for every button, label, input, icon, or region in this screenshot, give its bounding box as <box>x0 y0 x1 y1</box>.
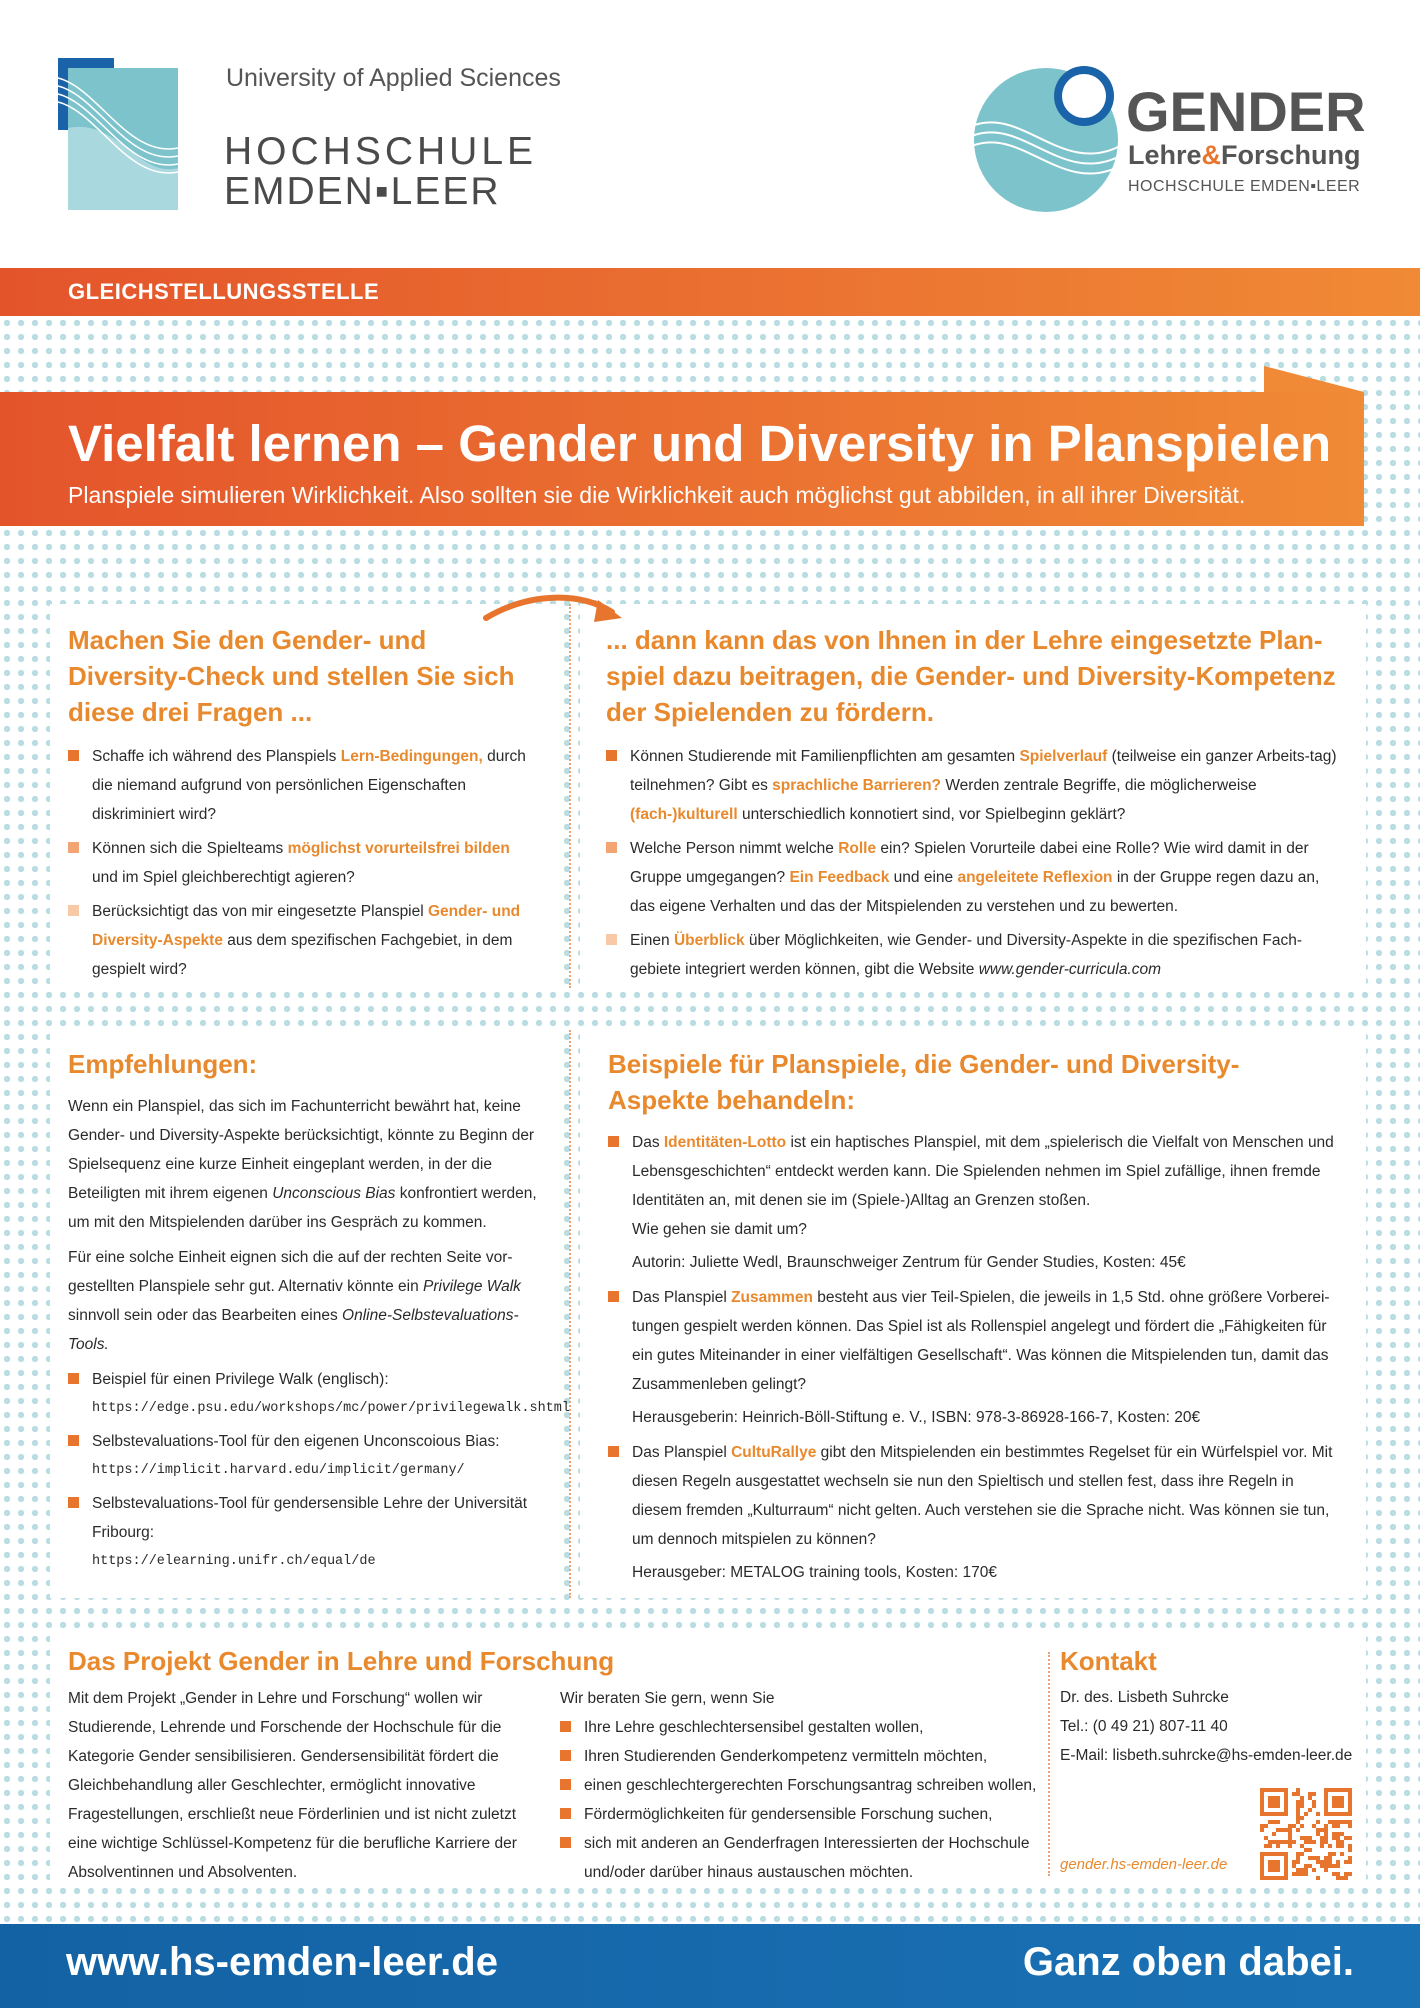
recommendations-heading: Empfehlungen: <box>68 1049 258 1079</box>
check-question-2: Können sich die Spielteams möglichst vorurteilsfrei bilden und im Spiel gleichberechtigt agieren? <box>68 834 538 892</box>
contact-heading: Kontakt <box>1060 1646 1157 1676</box>
project-panel <box>50 1636 1366 1888</box>
bullet-icon <box>606 750 617 761</box>
example-item-1: Das Identitäten-Lotto ist ein haptisches Planspiel, mit dem „spielerisch die Vielfalt von Menschen und Lebensgeschichten“ entdeckt werden kann. Die Spielenden nehmen im Spiel zufällige, ihnen fremde Identitäten an, mit denen sie im (Spiele-)Alltag an Grenzen stoßen. Wie gehen sie damit um? Autorin: Juliette Wedl, Braunschweiger Zentrum für Gender Studies, Kosten: 45€ <box>608 1128 1348 1277</box>
arrow-right-icon <box>480 588 630 634</box>
bullet-icon <box>68 905 79 916</box>
examples-panel <box>580 1030 1366 1598</box>
then-answer-1: Können Studierende mit Familienpflichten am gesamten Spielverlauf (teilweise ein ganzer Arbeits-tag) teilnehmen? Gibt es sprachliche Barrieren? Werden zentrale Begriffe, die möglicherweise (fach-)kulturell unterschiedlich konnotiert sind, vor Spielbeginn geklärt? <box>606 742 1346 829</box>
page-subtitle: Planspiele simulieren Wirklichkeit. Also sollten sie die Wirklichkeit auch möglichst gut abbilden, in all ihrer Diversität. <box>68 482 1246 508</box>
fribourg-link[interactable]: https://elearning.unifr.ch/equal/de <box>92 1554 376 1569</box>
page-title: Vielfalt lernen – Gender und Diversity in Planspielen <box>68 415 1332 472</box>
project-text: Mit dem Projekt „Gender in Lehre und Forschung“ wollen wir Studierende, Lehrende und Forschende der Hochschule für die Kategorie Gender sensibilisieren. Gendersensibilität fördert die Gleichbehandlung aller Geschlechter, ermöglicht innovative Fragestellungen, erschließt neue Förderlinien und ist nicht zuletzt eine wichtige Schlüssel-Kompetenz für die berufliche Karriere der Absolventinnen und Absolventen. <box>68 1690 517 1881</box>
resource-item-2: Selbstevaluations-Tool für den eigenen Unconscoious Bias: https://implicit.harvard.edu/implicit/germany/ <box>68 1427 548 1485</box>
advice-intro: Wir beraten Sie gern, wenn Sie <box>560 1690 775 1707</box>
resource-item-3: Selbstevaluations-Tool für gendersensible Lehre der Universität Fribourg: https://elearning.unifr.ch/equal/de <box>68 1489 548 1576</box>
advice-item: sich mit anderen an Genderfragen Interessierten der Hochschule und/oder darüber hinaus austauschen möchten. <box>560 1829 1060 1887</box>
header <box>0 0 1420 268</box>
contact-phone: Tel.: (0 49 21) 807-11 40 <box>1060 1718 1228 1735</box>
contact-email[interactable]: E-Mail: lisbeth.suhrcke@hs-emden-leer.de <box>1060 1747 1353 1764</box>
bullet-icon <box>560 1750 571 1761</box>
recommendations-paragraph-2: Für eine solche Einheit eignen sich die auf der rechten Seite vor-gestellten Planspiele sehr gut. Alternativ könnte ein Privilege Walk sinnvoll sein oder das Bearbeiten eines Online-Selbstevaluations-Tools. <box>68 1249 521 1353</box>
advice-list <box>560 1713 1060 1887</box>
contact-name: Dr. des. Lisbeth Suhrcke <box>1060 1689 1229 1706</box>
example-meta-1: Autorin: Juliette Wedl, Braunschweiger Zentrum für Gender Studies, Kosten: 45€ <box>632 1254 1186 1271</box>
hs-name-line2: EMDEN▪LEER <box>224 170 501 213</box>
footer <box>0 1924 1420 2008</box>
example-meta-3: Herausgeber: METALOG training tools, Kosten: 170€ <box>632 1564 998 1581</box>
banner-fold <box>1264 366 1364 392</box>
contact-website[interactable]: gender.hs-emden-leer.de <box>1060 1856 1228 1873</box>
qr-code-icon <box>1260 1788 1352 1880</box>
then-heading: ... dann kann das von Ihnen in der Lehre eingesetzte Plan-spiel dazu beitragen, die Gender- und Diversity-Kompetenz der Spielenden zu fördern. <box>606 625 1336 727</box>
bullet-icon <box>560 1721 571 1732</box>
bullet-icon <box>606 842 617 853</box>
contact-divider <box>1048 1652 1050 1876</box>
column-divider <box>569 604 571 988</box>
recommendations-paragraph-1: Wenn ein Planspiel, das sich im Fachunterricht bewährt hat, keine Gender- und Diversity-Aspekte berücksichtigt, könnte zu Beginn der Spielsequenz eine kurze Einheit eingeplant werden, in der die Beteiligten mit ihrem eigenen Unconscious Bias konfrontiert werden, um mit den Mitspielenden darüber ins Gespräch zu kommen. <box>68 1098 537 1231</box>
privilege-walk-link[interactable]: https://edge.psu.edu/workshops/mc/power/privilegewalk.shtml <box>92 1401 570 1416</box>
bullet-icon <box>68 750 79 761</box>
hs-subtitle: University of Applied Sciences <box>226 64 561 92</box>
implicit-bias-link[interactable]: https://implicit.harvard.edu/implicit/germany/ <box>92 1463 465 1478</box>
hs-name-line1: HOCHSCHULE <box>224 130 538 173</box>
check-question-3: Berücksichtigt das von mir eingesetzte Planspiel Gender- und Diversity-Aspekte aus dem spezifischen Fachgebiet, in dem gespielt wird? <box>68 897 538 984</box>
stripe-label: GLEICHSTELLUNGSSTELLE <box>68 279 380 304</box>
bullet-icon <box>68 842 79 853</box>
bullet-icon <box>68 1373 79 1384</box>
gender-logo-subtitle: Lehre&Forschung <box>1128 140 1361 170</box>
bullet-icon <box>68 1435 79 1446</box>
bullet-icon <box>68 1497 79 1508</box>
gender-logo-title: GENDER <box>1126 80 1366 143</box>
title-banner <box>0 392 1364 526</box>
examples-heading: Beispiele für Planspiele, die Gender- und Diversity-Aspekte behandeln: <box>608 1049 1240 1115</box>
recommendations-panel <box>50 1030 570 1598</box>
column-divider <box>569 1030 571 1598</box>
gender-logo-university: HOCHSCHULE EMDEN▪LEER <box>1128 178 1361 195</box>
advice-item: Ihren Studierenden Genderkompetenz vermitteln möchten, <box>560 1742 1060 1771</box>
then-panel <box>580 604 1366 988</box>
footer-url[interactable]: www.hs-emden-leer.de <box>66 1940 498 1984</box>
resource-item-1: Beispiel für einen Privilege Walk (englisch): https://edge.psu.edu/workshops/mc/power/privilegewalk.shtml <box>68 1365 548 1423</box>
advice-item: Fördermöglichkeiten für gendersensible Forschung suchen, <box>560 1800 1060 1829</box>
footer-slogan: Ganz oben dabei. <box>1022 1940 1354 1984</box>
advice-item: einen geschlechtergerechten Forschungsantrag schreiben wollen, <box>560 1771 1060 1800</box>
hochschule-logo-icon <box>58 58 178 210</box>
example-item-2: Das Planspiel Zusammen besteht aus vier Teil-Spielen, die jeweils in 1,5 Std. ohne größere Vorberei-tungen gespielt werden können. Das Spiel ist als Rollenspiel angelegt und fördert die „Fähigkeiten für ein gutes Miteinander in einer vielfältigen Gesellschaft“. Was können die Mitspielenden tun, damit das Zusammenleben gelingt? Herausgeberin: Heinrich-Böll-Stiftung e. V., ISBN: 978-3-86928-166-7, Kosten: 20€ <box>608 1283 1348 1432</box>
then-answer-2: Welche Person nimmt welche Rolle ein? Spielen Vorurteile dabei eine Rolle? Wie wird damit in der Gruppe umgegangen? Ein Feedback und eine angeleitete Reflexion in der Gruppe regen dazu an, das eigene Verhalten und das der Mitspielenden zu verstehen und zu bewerten. <box>606 834 1346 921</box>
project-heading: Das Projekt Gender in Lehre und Forschung <box>68 1646 615 1676</box>
bullet-icon <box>560 1837 571 1848</box>
example-meta-2: Herausgeberin: Heinrich-Böll-Stiftung e. V., ISBN: 978-3-86928-166-7, Kosten: 20€ <box>632 1409 1201 1426</box>
section-stripe <box>0 268 1420 316</box>
example-item-3: Das Planspiel CultuRallye gibt den Mitspielenden ein bestimmtes Regelset für ein Würfelspiel vor. Mit diesen Regeln ausgestattet wechseln sie nun den Spieltisch und stellen fest, dass ihre Regeln in diesem fremden „Kulturraum“ nicht gelten. Auch verstehen sie die Sprache nicht. Was können sie tun, um dennoch mitspielen zu können? Herausgeber: METALOG training tools, Kosten: 170€ <box>608 1438 1348 1587</box>
check-question-1: Schaffe ich während des Planspiels Lern-Bedingungen, durch die niemand aufgrund von persönlichen Eigenschaften diskriminiert wird? <box>68 742 538 829</box>
then-answer-3: Einen Überblick über Möglichkeiten, wie Gender- und Diversity-Aspekte in die spezifischen Fach-gebiete integriert werden können, gibt die Website www.gender-curricula.com <box>606 926 1346 984</box>
gender-logo-icon <box>972 66 1120 214</box>
bullet-icon <box>608 1136 619 1147</box>
bullet-icon <box>606 934 617 945</box>
bullet-icon <box>560 1779 571 1790</box>
check-heading: Machen Sie den Gender- und Diversity-Check und stellen Sie sich diese drei Fragen ... <box>68 625 515 727</box>
bullet-icon <box>560 1808 571 1819</box>
contact-block <box>1060 1646 1360 1873</box>
curricula-link[interactable]: www.gender-curricula.com <box>978 961 1162 978</box>
bullet-icon <box>608 1446 619 1457</box>
bullet-icon <box>608 1291 619 1302</box>
advice-item: Ihre Lehre geschlechtersensibel gestalten wollen, <box>560 1713 1060 1742</box>
check-panel <box>50 604 560 988</box>
